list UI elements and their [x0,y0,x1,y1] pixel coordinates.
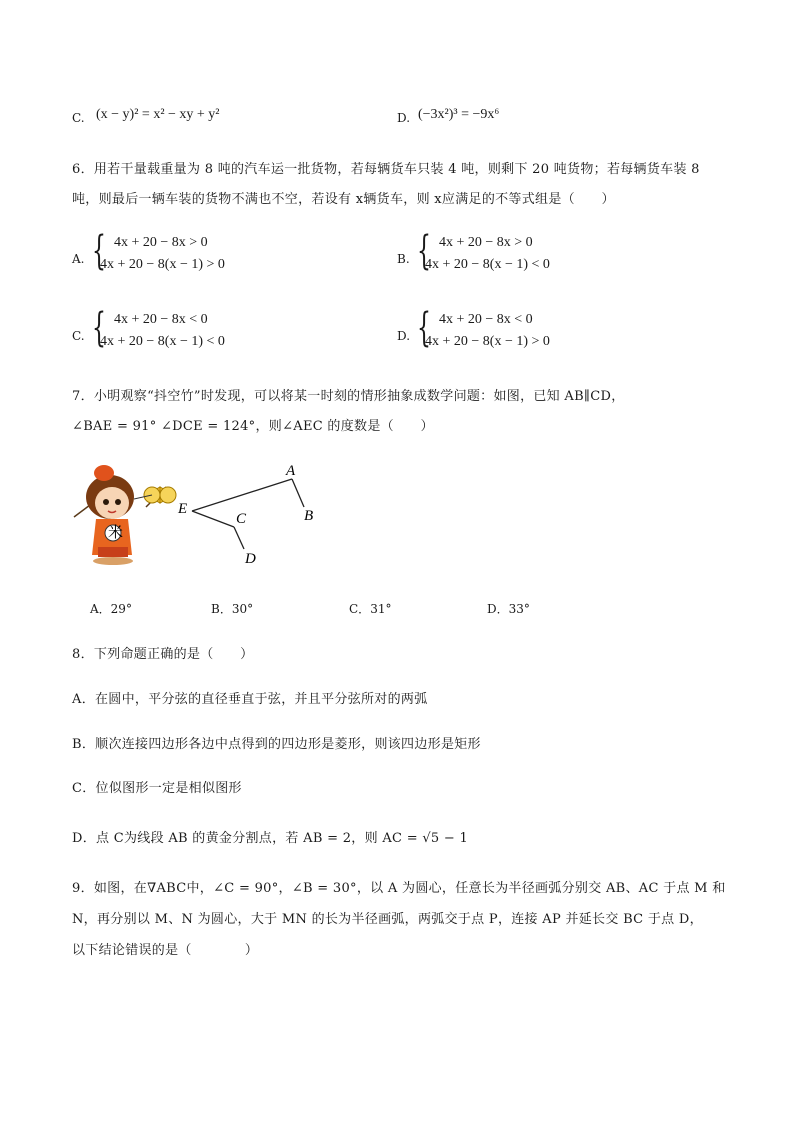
q6-option-b-line-2: 4x + 20 − 8(x − 1) < 0 [425,257,550,272]
q8-option-c: C．位似图形一定是相似图形 [72,781,242,796]
badge-text: 米 [108,523,124,541]
q7-figure [68,455,348,575]
q6-option-b-label: B. [397,252,410,266]
q5-option-c-expression: (x − y)² = x² − xy + y² [96,107,220,122]
q7-stem-line-1: 7．小明观察“抖空竹”时发现，可以将某一时刻的情形抽象成数学问题：如图，已知 AB∥CD， [72,389,625,404]
q5-option-d-expression: (−3x²)³ = −9x⁶ [418,107,500,122]
q7-option-a-label: A． [90,602,111,616]
q6-option-c-line-1: 4x + 20 − 8x < 0 [114,312,208,327]
q8-option-b: B．顺次连接四边形各边中点得到的四边形是菱形，则该四边形是矩形 [72,737,481,752]
q6-option-d-system [417,305,617,358]
q5-option-c-label: C. [72,111,85,125]
q9-stem-line-1: 9．如图，在∇ABC中，∠C = 90°，∠B = 30°，以 A 为圆心，任意长为半径画弧分别交 AB、AC 于点 M 和 [72,881,726,896]
q6-option-a-label: A. [72,252,85,266]
q8-option-a: A．在圆中，平分弦的直径垂直于弦，并且平分弦所对的两弧 [72,692,428,707]
q7-option-c-label: C． [349,602,371,616]
q6-option-d-line-2: 4x + 20 − 8(x − 1) > 0 [425,334,550,349]
brace-icon: { [92,305,106,351]
q8-option-d: D．点 C为线段 AB 的黄金分割点，若 AB = 2，则 AC = √5 − 1 [72,831,469,846]
q6-option-a-system [92,228,292,281]
q7-stem-line-2: ∠BAE = 91° ∠DCE = 124°，则∠AEC 的度数是（ ） [72,419,434,434]
point-b-label: B [304,508,314,524]
point-c-label: C [236,511,247,527]
q9-stem-line-3: 以下结论错误的是（ ） [72,943,259,958]
geometry-lines [192,479,304,549]
point-a-label: A [286,463,296,479]
q7-option-a [90,600,132,617]
q6-option-a-line-1: 4x + 20 − 8x > 0 [114,235,208,250]
q6-option-c-system [92,305,292,358]
q7-option-d-value: 33° [508,602,530,616]
q9-stem-line-2: N，再分别以 M、N 为圆心，大于 MN 的长为半径画弧，两弧交于点 P，连接 AP 并延长交 BC 于点 D， [72,912,703,927]
q6-option-b-system [417,228,617,281]
brace-icon: { [417,228,431,274]
q6-stem-line-1: 6．用若干量载重量为 8 吨的汽车运一批货物，若每辆货车只装 4 吨，则剩下 20 吨货物；若每辆货车装 8 [72,162,700,177]
cartoon-child-illustration [74,465,176,565]
q7-option-b [211,600,253,617]
q6-option-a-line-2: 4x + 20 − 8(x − 1) > 0 [100,257,225,272]
q6-option-c-line-2: 4x + 20 − 8(x − 1) < 0 [100,334,225,349]
q7-option-b-value: 30° [231,602,254,616]
q7-option-d-label: D． [487,602,509,616]
q7-option-d [487,600,530,617]
point-e-label: E [178,501,188,517]
brace-icon: { [417,305,431,351]
q8-stem: 8．下列命题正确的是（ ） [72,647,254,662]
q6-option-c-label: C. [72,329,85,343]
q7-option-c-value: 31° [370,602,392,616]
brace-icon: { [92,228,106,274]
q7-option-b-label: B． [211,602,232,616]
q6-option-b-line-1: 4x + 20 − 8x > 0 [439,235,533,250]
q7-option-a-value: 29° [110,602,132,616]
q5-option-d-label: D. [397,111,411,125]
q6-option-d-label: D. [397,329,411,343]
q6-option-d-line-1: 4x + 20 − 8x < 0 [439,312,533,327]
q6-stem-line-2: 吨，则最后一辆车装的货物不满也不空，若设有 x辆货车，则 x应满足的不等式组是（ ） [72,192,615,207]
point-d-label: D [245,551,256,567]
q7-option-c [349,600,391,617]
